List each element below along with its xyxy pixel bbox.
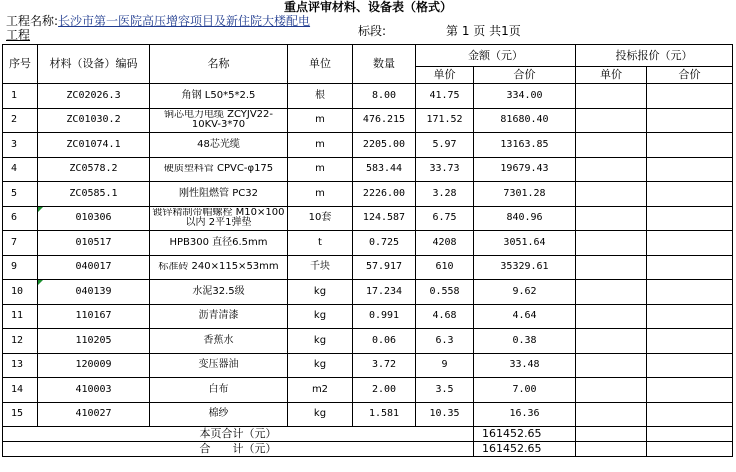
table-row	[3, 133, 733, 158]
row-qty: 476.215	[353, 108, 416, 133]
project-name-continued: 工程	[6, 28, 31, 42]
row-bid-unit-price	[576, 157, 647, 182]
row-qty: 2.00	[353, 378, 416, 403]
row-total-price: 16.36	[474, 402, 576, 427]
row-unit-price: 5.97	[416, 133, 474, 158]
row-seq: 7	[3, 231, 38, 256]
table-row	[3, 108, 733, 133]
row-bid-total-price	[647, 304, 733, 329]
row-total-price: 81680.40	[474, 108, 576, 133]
row-name: 白布	[150, 378, 288, 403]
materials-table	[2, 44, 733, 457]
row-unit: 千块	[288, 255, 353, 280]
row-qty: 57.917	[353, 255, 416, 280]
row-name: HPB300 直径6.5mm	[150, 231, 288, 256]
row-total-price: 3051.64	[474, 231, 576, 256]
row-bid-unit-price	[576, 304, 647, 329]
page-subtotal-row	[3, 427, 733, 442]
row-unit-price: 171.52	[416, 108, 474, 133]
row-seq: 5	[3, 182, 38, 207]
page-subtotal-value: 161452.65	[474, 427, 576, 442]
row-name: 水泥32.5级	[150, 280, 288, 305]
row-unit: m2	[288, 378, 353, 403]
row-code: ZC0585.1	[38, 182, 150, 207]
row-unit-price: 10.35	[416, 402, 474, 427]
row-total-price: 4.64	[474, 304, 576, 329]
row-unit: kg	[288, 280, 353, 305]
document-title: 重点评审材料、设备表（格式）	[283, 0, 452, 14]
row-qty: 2205.00	[353, 133, 416, 158]
row-unit-price: 33.73	[416, 157, 474, 182]
row-seq: 6	[3, 206, 38, 231]
row-name: 棉纱	[150, 402, 288, 427]
row-unit: t	[288, 231, 353, 256]
row-total-price: 19679.43	[474, 157, 576, 182]
row-seq: 14	[3, 378, 38, 403]
row-total-price: 13163.85	[474, 133, 576, 158]
project-name: 长沙市第一医院高压增容项目及新住院大楼配电	[58, 14, 311, 28]
row-bid-unit-price	[576, 353, 647, 378]
empty-cell	[576, 427, 647, 442]
row-total-price: 7.00	[474, 378, 576, 403]
row-total-price: 334.00	[474, 84, 576, 109]
row-unit: 根	[288, 84, 353, 109]
table-row	[3, 206, 733, 231]
row-seq: 11	[3, 304, 38, 329]
row-seq: 2	[3, 108, 38, 133]
row-unit-price: 4208	[416, 231, 474, 256]
row-bid-total-price	[647, 108, 733, 133]
row-qty: 1.581	[353, 402, 416, 427]
header-bid: 投标报价（元）	[576, 45, 733, 67]
row-seq: 10	[3, 280, 38, 305]
header-name: 名称	[150, 45, 288, 84]
row-seq: 1	[3, 84, 38, 109]
row-unit: kg	[288, 304, 353, 329]
row-bid-total-price	[647, 402, 733, 427]
row-bid-total-price	[647, 378, 733, 403]
page-subtotal-label: 本页合计（元）	[3, 427, 474, 442]
row-unit-price: 9	[416, 353, 474, 378]
row-unit: m	[288, 133, 353, 158]
project-name-block	[6, 14, 352, 42]
section-label: 标段:	[358, 24, 387, 38]
row-unit: m	[288, 182, 353, 207]
grand-total-label: 合 计（元）	[3, 442, 474, 457]
row-name: 变压器油	[150, 353, 288, 378]
row-name: 硬质塑料管 CPVC-φ175	[150, 157, 288, 182]
row-unit-price: 610	[416, 255, 474, 280]
row-code: 010517	[38, 231, 150, 256]
row-bid-unit-price	[576, 280, 647, 305]
table-row	[3, 255, 733, 280]
row-name: 角钢 L50*5*2.5	[150, 84, 288, 109]
table-row	[3, 182, 733, 207]
row-name: 香蕉水	[150, 329, 288, 354]
row-code: ZC01030.2	[38, 108, 150, 133]
header-unit: 单位	[288, 45, 353, 84]
row-bid-unit-price	[576, 206, 647, 231]
row-bid-unit-price	[576, 84, 647, 109]
header-total-price: 合价	[474, 67, 576, 84]
row-name: 镀锌精制带帽螺栓 M10×100以内 2平1弹垫	[150, 206, 288, 231]
row-total-price: 7301.28	[474, 182, 576, 207]
row-name: 48芯光缆	[150, 133, 288, 158]
row-code: 110205	[38, 329, 150, 354]
row-bid-unit-price	[576, 329, 647, 354]
table-row	[3, 402, 733, 427]
row-bid-total-price	[647, 157, 733, 182]
header-qty: 数量	[353, 45, 416, 84]
row-bid-unit-price	[576, 133, 647, 158]
empty-cell	[576, 442, 647, 457]
row-name: 刚性阻燃管 PC32	[150, 182, 288, 207]
row-bid-total-price	[647, 206, 733, 231]
row-total-price: 840.96	[474, 206, 576, 231]
row-qty: 17.234	[353, 280, 416, 305]
row-seq: 9	[3, 255, 38, 280]
row-bid-total-price	[647, 231, 733, 256]
table-row	[3, 378, 733, 403]
row-bid-total-price	[647, 255, 733, 280]
row-qty: 124.587	[353, 206, 416, 231]
row-unit: kg	[288, 402, 353, 427]
row-unit-price: 6.3	[416, 329, 474, 354]
header-bid-total-price: 合价	[647, 67, 733, 84]
header-row	[3, 45, 733, 67]
table-row	[3, 304, 733, 329]
row-unit: 10套	[288, 206, 353, 231]
row-total-price: 0.38	[474, 329, 576, 354]
row-seq: 3	[3, 133, 38, 158]
row-bid-total-price	[647, 329, 733, 354]
row-unit-price: 0.558	[416, 280, 474, 305]
header-amount: 金额（元）	[416, 45, 576, 67]
row-seq: 4	[3, 157, 38, 182]
row-bid-total-price	[647, 182, 733, 207]
row-bid-unit-price	[576, 402, 647, 427]
table-row	[3, 84, 733, 109]
table-row	[3, 329, 733, 354]
header-bid-unit-price: 单价	[576, 67, 647, 84]
row-bid-total-price	[647, 353, 733, 378]
row-seq: 15	[3, 402, 38, 427]
row-bid-unit-price	[576, 378, 647, 403]
header-seq: 序号	[3, 45, 38, 84]
row-qty: 8.00	[353, 84, 416, 109]
row-code: 120009	[38, 353, 150, 378]
table-row	[3, 280, 733, 305]
row-code: ZC02026.3	[38, 84, 150, 109]
row-code: 040139	[38, 280, 150, 305]
row-qty: 3.72	[353, 353, 416, 378]
row-unit-price: 41.75	[416, 84, 474, 109]
row-unit: kg	[288, 353, 353, 378]
row-name: 铜芯电力电缆 ZCYJV22-10KV-3*70	[150, 108, 288, 133]
row-qty: 0.991	[353, 304, 416, 329]
row-unit-price: 6.75	[416, 206, 474, 231]
row-bid-unit-price	[576, 231, 647, 256]
row-qty: 583.44	[353, 157, 416, 182]
header-code: 材料（设备）编码	[38, 45, 150, 84]
row-total-price: 9.62	[474, 280, 576, 305]
row-unit: kg	[288, 329, 353, 354]
row-qty: 2226.00	[353, 182, 416, 207]
grand-total-value: 161452.65	[474, 442, 576, 457]
row-code: ZC01074.1	[38, 133, 150, 158]
row-total-price: 35329.61	[474, 255, 576, 280]
header-unit-price: 单价	[416, 67, 474, 84]
empty-cell	[647, 427, 733, 442]
row-code: 410003	[38, 378, 150, 403]
row-bid-unit-price	[576, 255, 647, 280]
page-info: 第 1 页 共1页	[446, 24, 521, 38]
row-code: 040017	[38, 255, 150, 280]
row-bid-total-price	[647, 84, 733, 109]
row-unit-price: 3.5	[416, 378, 474, 403]
row-bid-total-price	[647, 280, 733, 305]
row-total-price: 33.48	[474, 353, 576, 378]
row-unit: m	[288, 108, 353, 133]
empty-cell	[647, 442, 733, 457]
row-name: 沥青清漆	[150, 304, 288, 329]
row-code: 410027	[38, 402, 150, 427]
row-qty: 0.06	[353, 329, 416, 354]
row-unit-price: 3.28	[416, 182, 474, 207]
grand-total-row	[3, 442, 733, 457]
row-unit-price: 4.68	[416, 304, 474, 329]
row-qty: 0.725	[353, 231, 416, 256]
row-seq: 12	[3, 329, 38, 354]
row-bid-unit-price	[576, 182, 647, 207]
row-code: 010306	[38, 206, 150, 231]
row-seq: 13	[3, 353, 38, 378]
table-row	[3, 157, 733, 182]
row-name: 标准砖 240×115×53mm	[150, 255, 288, 280]
row-bid-total-price	[647, 133, 733, 158]
row-code: ZC0578.2	[38, 157, 150, 182]
row-bid-unit-price	[576, 108, 647, 133]
row-code: 110167	[38, 304, 150, 329]
project-label: 工程名称:	[6, 14, 59, 28]
table-row	[3, 353, 733, 378]
row-unit: m	[288, 157, 353, 182]
table-row	[3, 231, 733, 256]
